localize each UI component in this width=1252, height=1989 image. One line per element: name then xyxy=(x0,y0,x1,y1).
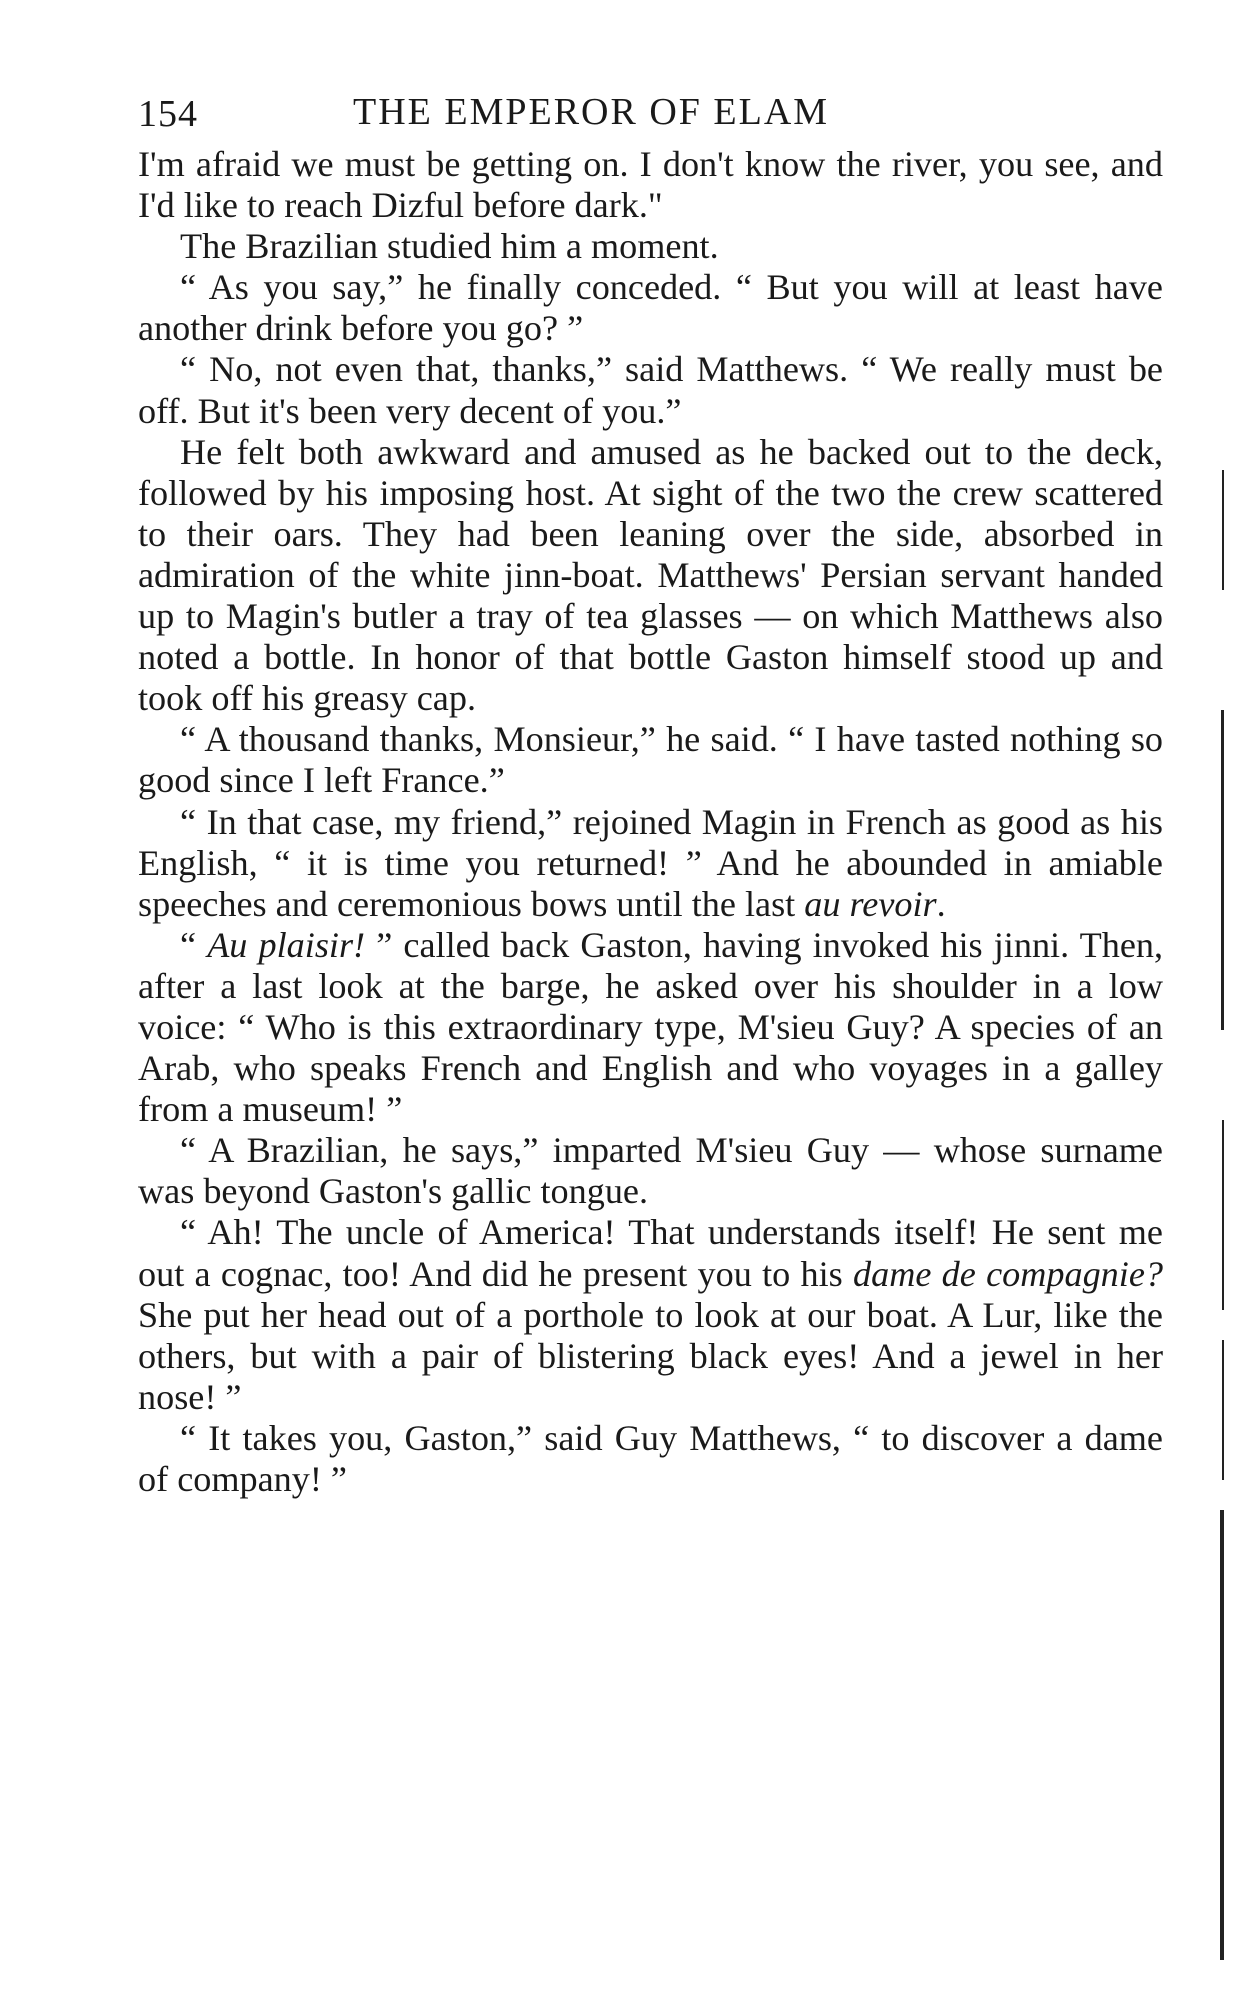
scan-edge-line xyxy=(1221,710,1224,1030)
book-page xyxy=(138,84,1163,1500)
italic-phrase: dame de compagnie? xyxy=(853,1253,1163,1294)
page-number: 154 xyxy=(138,93,198,135)
scan-edge-line xyxy=(1222,1340,1224,1480)
body-text xyxy=(138,144,1163,1500)
paragraph: “ No, not even that, thanks,” said Matthews. “ We really must be off. But it's been very decent of you.” xyxy=(138,349,1163,431)
paragraph-text: “ Ah! The uncle of America! That understands itself! He sent me out a cognac, too! And did he present you to his xyxy=(138,1212,1163,1294)
paragraph-text: ” called back Gaston, having invoked his jinni. Then, after a last look at the barge, he asked over his shoulder in a low voice: “ Who is this extraordinary type, M'sieu Guy? A species of an Arab, who speaks French and English and who voyages in a galley from a museum! ” xyxy=(138,924,1164,1130)
italic-phrase: Au plaisir! xyxy=(207,924,366,965)
paragraph: The Brazilian studied him a moment. xyxy=(180,226,719,267)
paragraph xyxy=(138,925,1163,1130)
paragraph: “ As you say,” he finally conceded. “ But you will at least have another drink before you go? ” xyxy=(138,267,1163,349)
paragraph-text: “ In that case, my friend,” rejoined Magin in French as good as his English, “ it is time you returned! ” And he abounded in amiable speeches and ceremonious bows until the last xyxy=(138,801,1163,924)
running-title: THE EMPEROR OF ELAM xyxy=(353,91,830,133)
page-header xyxy=(138,84,1163,144)
italic-phrase: au revoir xyxy=(804,883,937,924)
paragraph xyxy=(138,802,1163,925)
paragraph: “ It takes you, Gaston,” said Guy Matthews, “ to discover a dame of company! ” xyxy=(138,1417,1163,1499)
paragraph: He felt both awkward and amused as he backed out to the deck, followed by his imposing host. At sight of the two the crew scattered to their oars. They had been leaning over the side, absorbed in admiration of the white jinn-boat. Matthews' Persian servant handed up to Magin's butler a tray of tea glasses — on which Matthews also noted a bottle. In honor of that bottle Gaston himself stood up and took off his greasy cap. xyxy=(138,431,1163,719)
paragraph-text: . xyxy=(936,883,946,924)
scan-edge-line xyxy=(1222,1120,1224,1310)
paragraph-text: “ xyxy=(180,924,208,965)
paragraph: “ A Brazilian, he says,” imparted M'sieu Guy — whose surname was beyond Gaston's gallic tongue. xyxy=(138,1130,1163,1212)
scan-edge-line xyxy=(1222,470,1224,590)
paragraph: I'm afraid we must be getting on. I don't know the river, you see, and I'd like to reach Dizful before dark." xyxy=(138,144,1163,226)
paragraph xyxy=(138,1212,1163,1417)
paragraph: “ A thousand thanks, Monsieur,” he said. “ I have tasted nothing so good since I left France.” xyxy=(138,719,1163,801)
paragraph-text: She put her head out of a porthole to look at our boat. A Lur, like the others, but with a pair of blistering black eyes! And a jewel in her nose! ” xyxy=(138,1294,1163,1417)
scan-edge-line xyxy=(1220,1510,1224,1960)
